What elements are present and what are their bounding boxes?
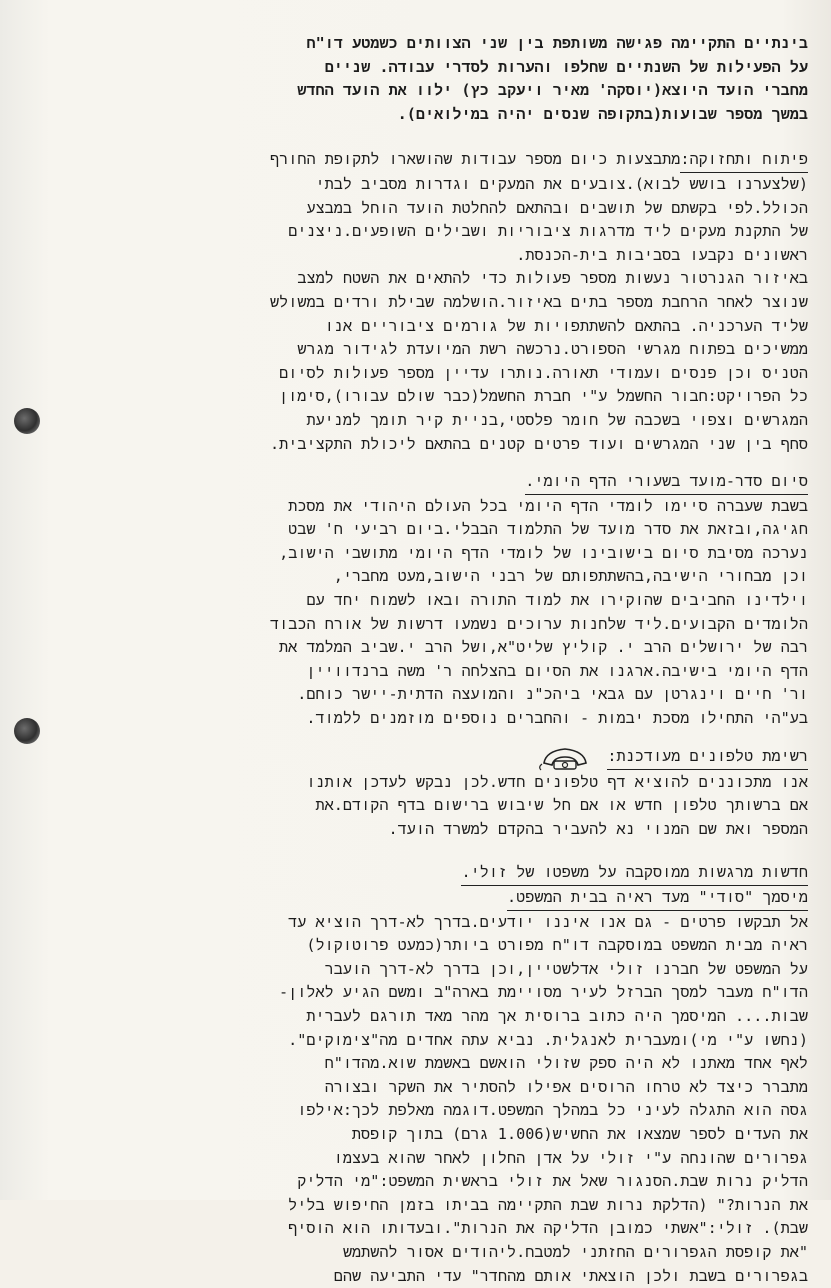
text-line: ור' חיים וינגרטן עם גבאי ביהכ"נ והמועצה הדתית-יישר כוחם. bbox=[96, 683, 808, 707]
text-line: הדו"ח מעבר למסך הברזל לעיר מסויימת בארה"ב ומשם הגיע לאלון- bbox=[96, 981, 808, 1005]
section-heading: פיתוח ותחזוקה: bbox=[680, 148, 808, 173]
text-line: בגפרורים בשבת ולכן הוצאתי אותם מהחדר" עדי התביעה שהם bbox=[96, 1265, 808, 1288]
document-body bbox=[96, 32, 808, 1288]
text-line: על המשפט של חברנו זולי אדלשטיין,וכן בדרך לא-דרך הועבר bbox=[96, 958, 808, 982]
text-line: גסה הוא התגלה לעיני כל במהלך המשפט.דוגמה מאלפת לכך:אילפו bbox=[96, 1099, 808, 1123]
section-heading: רשימת טלפונים מעודכנת: bbox=[607, 745, 808, 770]
text-line: כל הפרויקט:חבור החשמל ע"י חברת החשמל(כבר שולם עבורו),סימון bbox=[96, 385, 808, 409]
section-heading: חדשות מרגשות ממוסקבה על משפטו של זולי. bbox=[461, 861, 808, 886]
section-subheading: מיסמך "סודי" מעד ראיה בבית המשפט. bbox=[507, 886, 808, 911]
text-line: וילדינו החביבים שהוקירו את למוד התורה ובאו לשמוח יחד עם bbox=[96, 589, 808, 613]
binder-hole bbox=[14, 718, 40, 744]
section-heading: סיום סדר-מועד בשעורי הדף היומי. bbox=[525, 470, 808, 495]
text-line: אם ברשותך טלפון חדש או אם חל שיבוש ברישום בדף הקודם.את bbox=[96, 794, 808, 818]
text-line: לאף אחד מאתנו לא היה ספק שזולי הואשם באשמת שוא.מהדו"ח bbox=[96, 1052, 808, 1076]
text-line: מתבצעות כיום מספר עבודות שהושארו לתקופת החורף bbox=[270, 150, 680, 168]
text-line: שבות.... המיסמך היה כתוב ברוסית אך מהר מאד תורגם לעברית bbox=[96, 1005, 808, 1029]
text-line: המספר ואת שם המנוי נא להעביר בהקדם למשרד הועד. bbox=[96, 818, 808, 842]
text-line: במשך מספר שבועות(בתקופה שנסים יהיה במילואים). bbox=[96, 103, 808, 127]
text-line: רבה של ירושלים הרב י. קוליץ שליט"א,ושל הרב י.שביב המלמד את bbox=[96, 636, 808, 660]
text-line: את העדים לספר שמצאו את החשיש(1.006 גרם) בתוך קופסת bbox=[96, 1123, 808, 1147]
text-line: סחף בין שני המגרשים ועוד פרטים קטנים בהתאם ליכולת התקציבית. bbox=[96, 433, 808, 457]
text-line: את הנרות?" (הדלקת נרות שבת התקיימה בביתו בזמן החיפוש בליל bbox=[96, 1194, 808, 1218]
text-line: מתברר כיצד לא טרחו הרוסים אפילו להסתיר את השקר ובצורה bbox=[96, 1076, 808, 1100]
text-line: של התקנת מעקים ליד מדרגות ציבוריות ושבילים השופעים.ניצנים bbox=[96, 220, 808, 244]
text-line: ממשיכים בפתוח מגרשי הספורט.נרכשה רשת המיועדת לגידור מגרש bbox=[96, 338, 808, 362]
text-line: המגרשים וצפוי בשכבה של חומר פלסטי,בניית קיר תומך למניעת bbox=[96, 409, 808, 433]
text-line: ראיה מבית המשפט במוסקבה דו"ח מפורט ביותר(כמעט פרוטוקול) bbox=[96, 934, 808, 958]
text-line: הלומדים הקבועים.ליד שלחנות ערוכים נשמעו דרשות של אורח הכבוד bbox=[96, 613, 808, 637]
text-line: שנוצר לאחר הרחבת מספר בתים באיזור.הושלמה שבילת ורדים במשולש bbox=[96, 291, 808, 315]
text-line: אנו מתכוננים להוציא דף טלפונים חדש.לכן נבקש לעדכן אותנו bbox=[96, 771, 808, 795]
text-line: הדף היומי בישיבה.ארגנו את הסיום בהצלחה ר' משה ברנדוויין bbox=[96, 660, 808, 684]
text-line: וכן מבחורי הישיבה,בהשתתפותם של רבני הישוב,מעט מחברי, bbox=[96, 565, 808, 589]
text-line: (נחשו ע"י מי)ומעברית לאנגלית. נביא עתה אחדים מה"צימוקים". bbox=[96, 1029, 808, 1053]
text-line: "את קופסת הגפרורים החזתני למטבח.ליהודים אסור להשתמש bbox=[96, 1241, 808, 1265]
text-line: בינתיים התקיימה פגישה משותפת בין שני הצוותים כשמטע דו"ח bbox=[96, 32, 808, 56]
text-line: הדליק נרות שבת.הסנגור שאל את זולי בראשית המשפט:"מי הדליק bbox=[96, 1170, 808, 1194]
text-line: (שלצערנו בושש לבוא).צובעים את המעקים וגדרות מסביב לבתי bbox=[96, 173, 808, 197]
telephone-icon bbox=[538, 743, 592, 771]
phones-section bbox=[96, 743, 808, 842]
text-line: הכולל.לפי בקשתם של תושבים ובהתאם להחלטת הועד הוחל במבצע bbox=[96, 197, 808, 221]
intro-paragraph bbox=[96, 32, 808, 126]
text-line: אל תבקשו פרטים - גם אנו איננו יודעים.בדרך לא-דרך הוציא עד bbox=[96, 911, 808, 935]
text-line: מחברי הועד היוצא(יוסקה' מאיר ויעקב כץ) ילוו את הועד החדש bbox=[96, 79, 808, 103]
zoli-section bbox=[96, 861, 808, 1288]
text-line: שבת). זולי:"אשתי כמובן הדליקה את הנרות".ובעדותו הוא הוסיף bbox=[96, 1217, 808, 1241]
text-line: הטניס וכן פנסים ועמודי תאורה.נותרו עדיין מספר פעולות לסיום bbox=[96, 362, 808, 386]
daf-yomi-section bbox=[96, 470, 808, 731]
text-line: באיזור הגנרטור נעשות מספר פעולות כדי להתאים את השטח למצב bbox=[96, 267, 808, 291]
text-line: נערכה מסיבת סיום בישובינו של לומדי הדף היומי מתושבי הישוב, bbox=[96, 542, 808, 566]
text-line: בשבת שעברה סיימו לומדי הדף היומי בכל העולם היהודי את מסכת bbox=[96, 495, 808, 519]
development-section bbox=[96, 148, 808, 456]
text-line: בע"הי התחילו מסכת יבמות - והחברים נוספים מוזמנים ללמוד. bbox=[96, 707, 808, 731]
text-line: גפרורים שהונחה ע"י זולי על אדן החלון לאחר שהוא בעצמו bbox=[96, 1147, 808, 1171]
text-line: שליד הערכניה. בהתאם להשתתפויות של גורמים ציבוריים אנו bbox=[96, 315, 808, 339]
text-line: חגיגה,ובזאת את סדר מועד של התלמוד הבבלי.ביום רביעי ח' שבט bbox=[96, 518, 808, 542]
text-line: ראשונים נקבעו בסביבות בית-הכנסת. bbox=[96, 244, 808, 268]
binder-hole bbox=[14, 408, 40, 434]
text-line: על הפעילות של השנתיים שחלפו והערות לסדרי עבודה. שניים bbox=[96, 56, 808, 80]
